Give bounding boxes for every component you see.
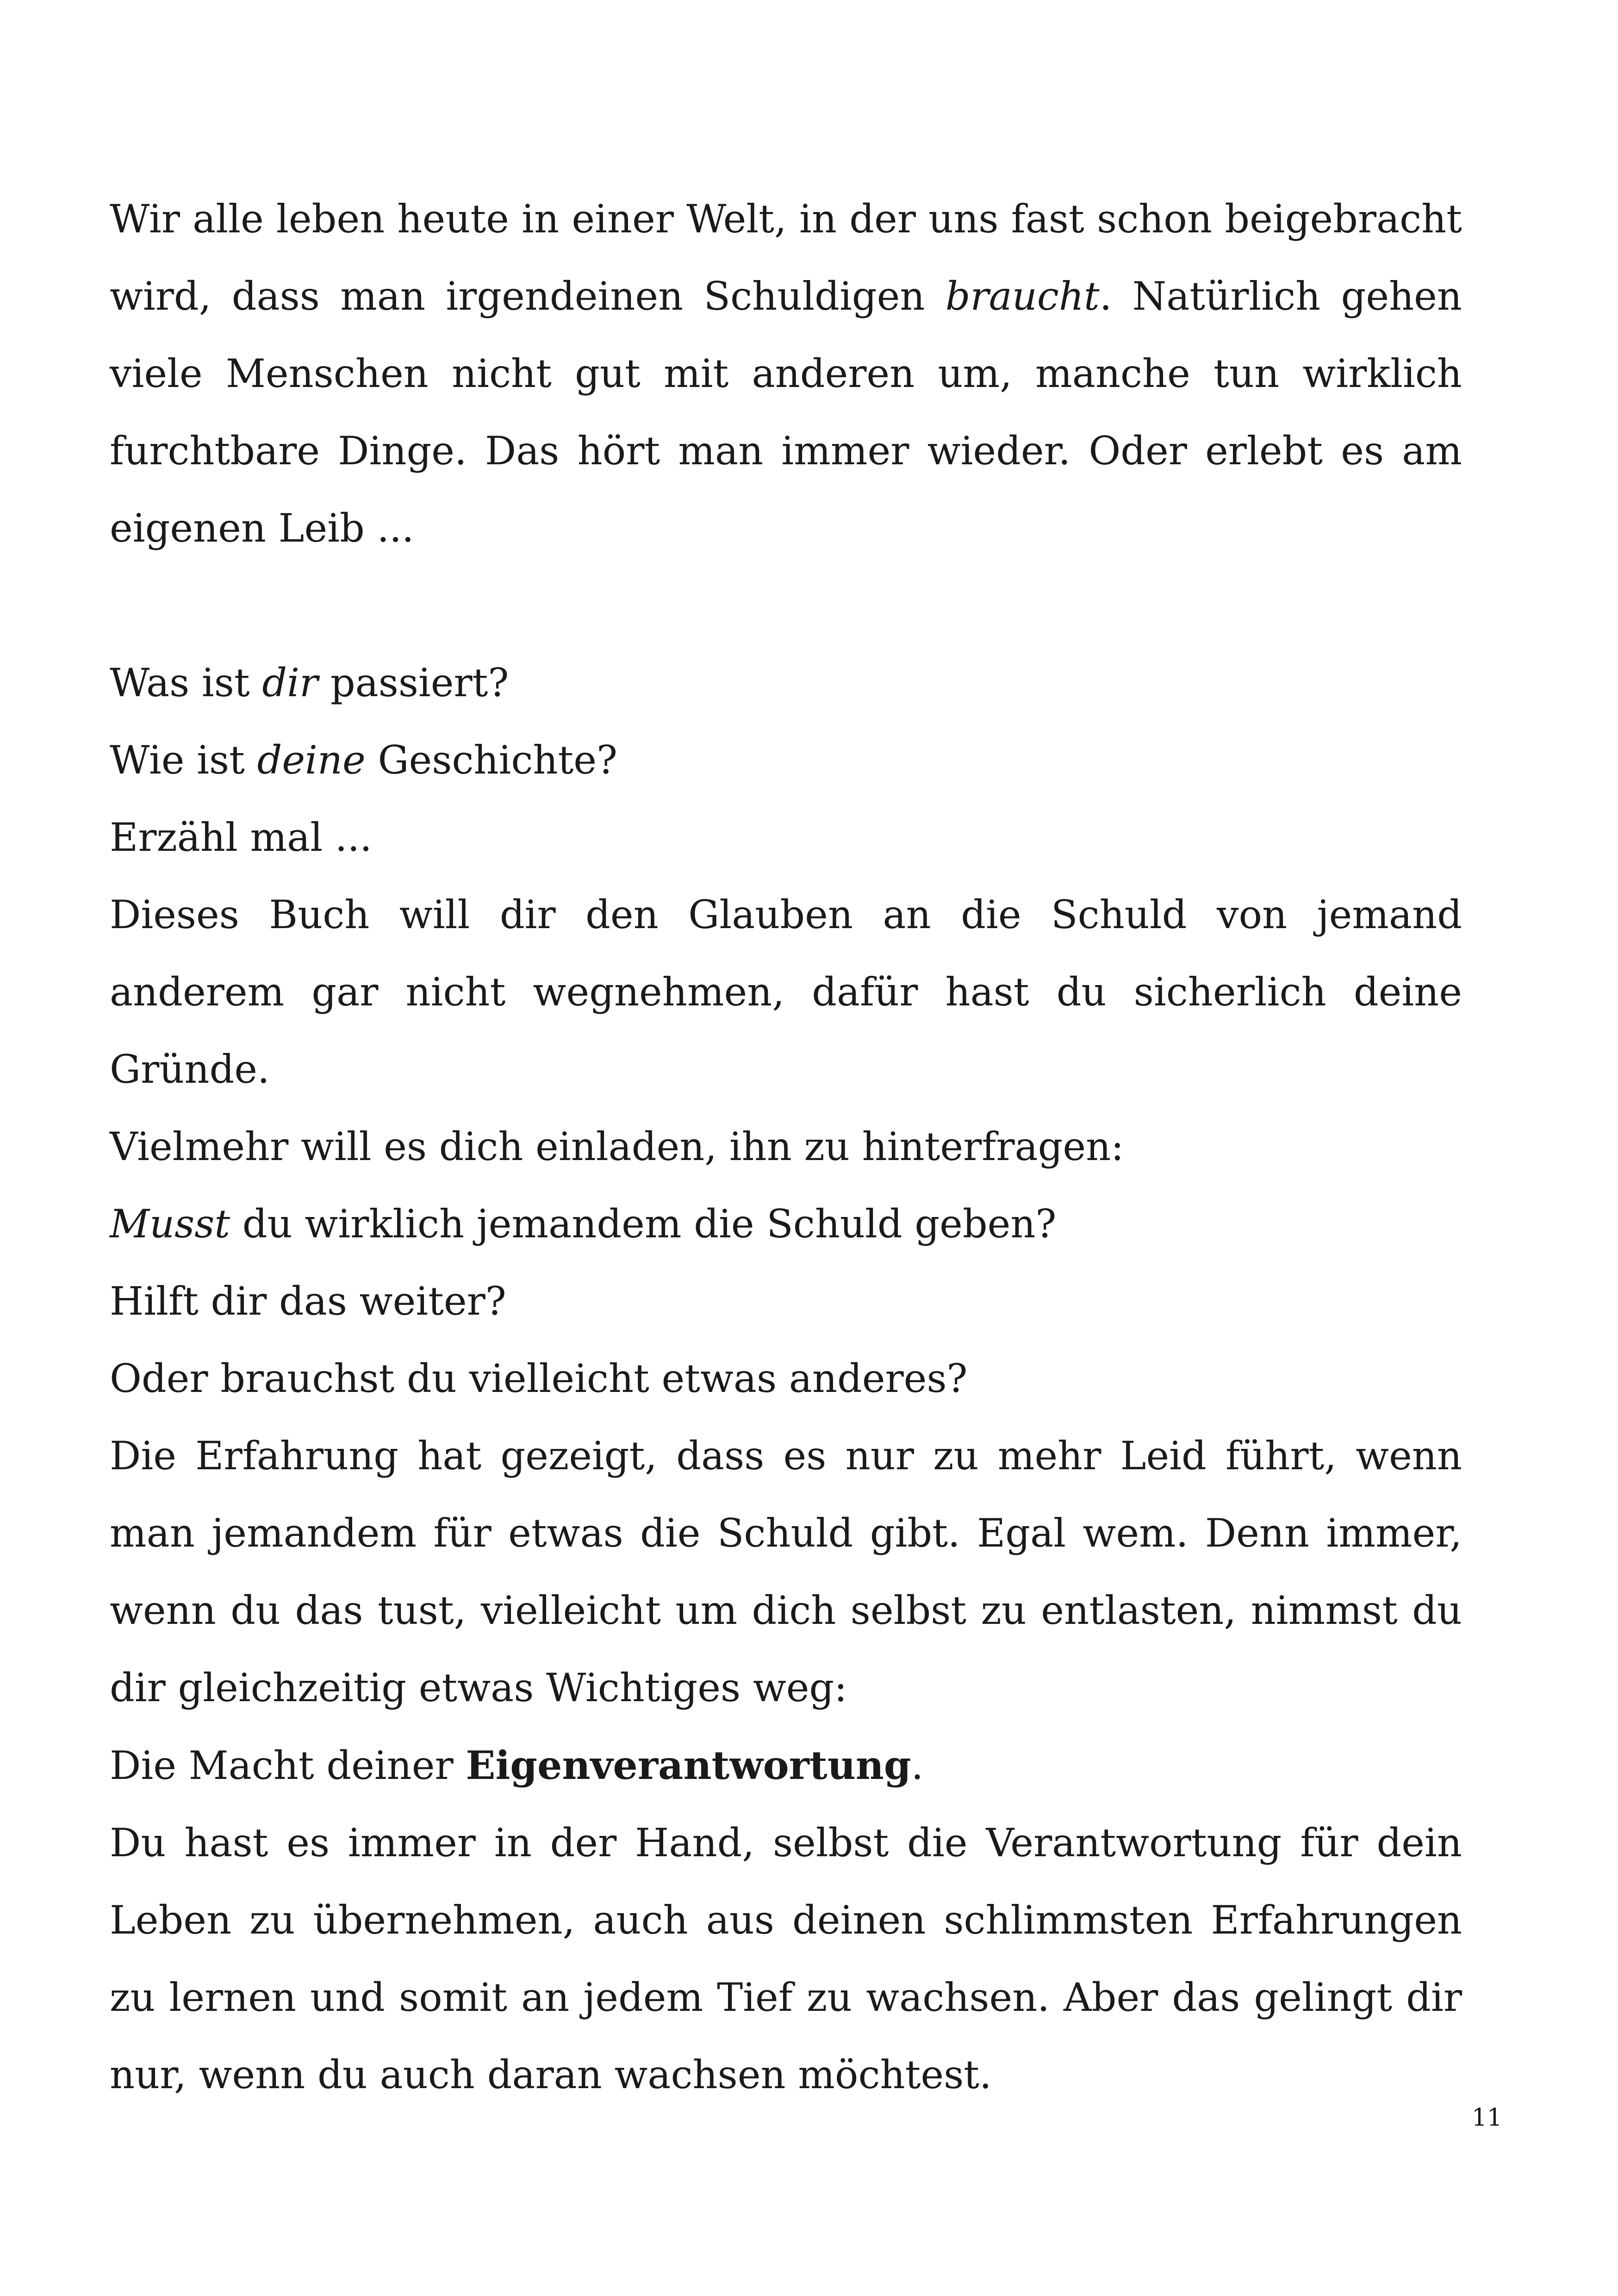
question2-end: Geschichte? [365, 737, 618, 783]
question-something-else: Oder brauchst du vielleicht etwas anderes? [110, 1356, 968, 1401]
line-power [110, 1727, 1462, 1804]
question2-emphasis: deine [257, 737, 366, 783]
intro-text-end: . Natürlich gehen viele Menschen nicht gut mit anderen um, manche tun wirklich furchtbare Dinge. Das hört man immer wieder. Oder erlebt es am eigenen Leib ... [110, 274, 1462, 551]
question-what-happened [110, 644, 1462, 722]
responsibility-paragraph: Du hast es immer in der Hand, selbst die Verantwortung für dein Leben zu übernehmen, auch aus deinen schlimmsten Erfahrungen zu lernen und somit an jedem Tief zu wachsen. Aber das gelingt dir nur, wenn du auch daran wachsen möchtest. [110, 1820, 1462, 2097]
question-does-it-help: Hilft dir das weiter? [110, 1279, 506, 1324]
main-text [110, 644, 1462, 2114]
page-number: 11 [1471, 2104, 1502, 2132]
intro-text-start: Wir alle leben heute in einer Welt, in der uns fast schon beigebracht wird, dass man irgendeinen Schuldigen [110, 196, 1462, 319]
question1-emphasis: dir [262, 660, 318, 705]
power-end: . [911, 1743, 924, 1788]
question2-start: Wie ist [110, 737, 257, 783]
question3-rest: du wirklich jemandem die Schuld geben? [230, 1201, 1057, 1247]
question-must-blame [110, 1185, 1462, 1263]
book-intent-paragraph: Dieses Buch will dir den Glauben an die Schuld von jemand anderem gar nicht wegnehmen, dafür hast du sicherlich deine Gründe. [110, 892, 1462, 1092]
power-start: Die Macht deiner [110, 1743, 466, 1788]
question-your-story [110, 722, 1462, 799]
question3-emphasis: Musst [110, 1201, 230, 1247]
intro-paragraph [110, 181, 1462, 567]
power-emphasis: Eigenverantwortung [466, 1742, 911, 1788]
question1-end: passiert? [318, 660, 509, 705]
question1-start: Was ist [110, 660, 262, 705]
line-invitation: Vielmehr will es dich einladen, ihn zu hinterfragen: [110, 1124, 1124, 1169]
experience-paragraph: Die Erfahrung hat gezeigt, dass es nur zu mehr Leid führt, wenn man jemandem für etwas die Schuld gibt. Egal wem. Denn immer, wenn du das tust, vielleicht um dich selbst zu entlasten, nimmst du dir gleichzeitig etwas Wichtiges weg: [110, 1433, 1462, 1710]
line-tell-me: Erzähl mal ... [110, 815, 372, 860]
intro-emphasis: braucht [945, 274, 1100, 319]
